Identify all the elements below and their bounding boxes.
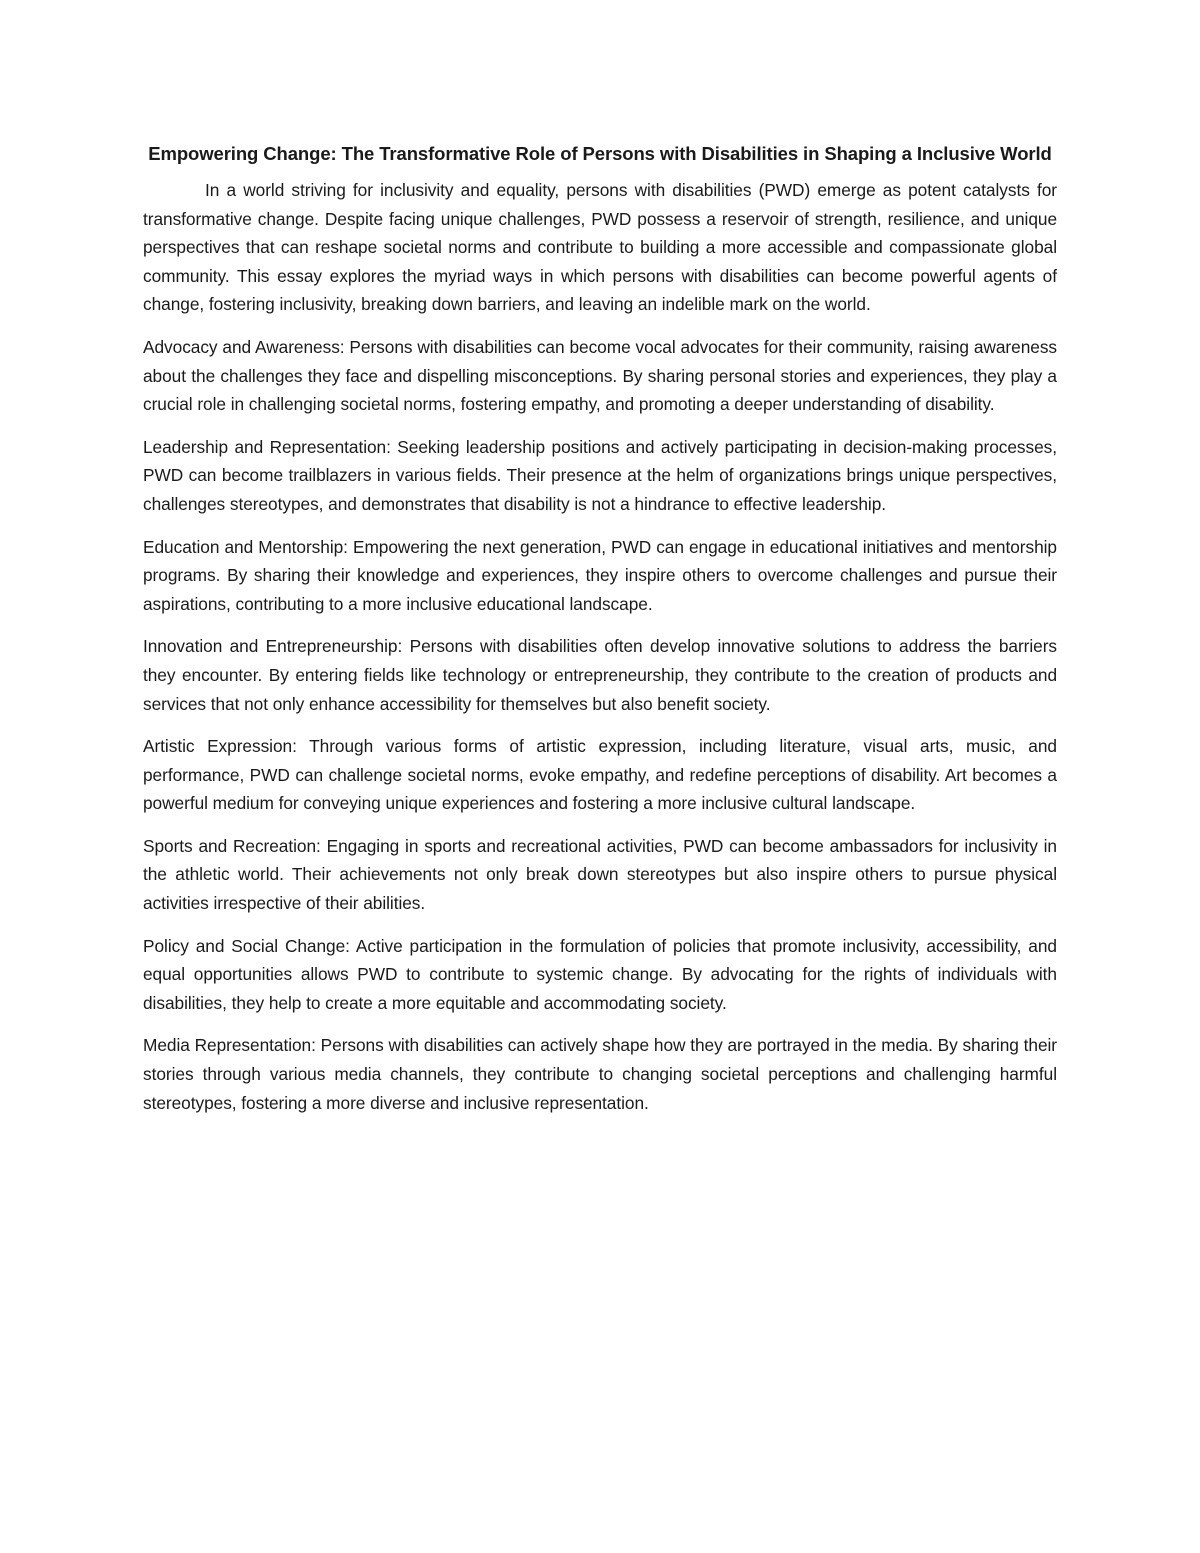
paragraph-sports: Sports and Recreation: Engaging in sports and recreational activities, PWD can become ambassadors for inclusivity in the athletic world. Their achievements not only break down stereotypes but also inspire others to pursue physical activities irrespective of their abilities. xyxy=(143,835,1057,914)
paragraph-advocacy: Advocacy and Awareness: Persons with disabilities can become vocal advocates for their community, raising awareness about the challenges they face and dispelling misconceptions. By sharing personal stories and experiences, they play a crucial role in challenging societal norms, fostering empathy, and promoting a deeper understanding of disability. xyxy=(143,336,1057,415)
intro-paragraph: In a world striving for inclusivity and equality, persons with disabilities (PWD) emerge as potent catalysts for transformative change. Despite facing unique challenges, PWD possess a reservoir of strength, resilience, and unique perspectives that can reshape societal norms and contribute to building a more accessible and compassionate global community. This essay explores the myriad ways in which persons with disabilities can become powerful agents of change, fostering inclusivity, breaking down barriers, and leaving an indelible mark on the world. xyxy=(143,180,1057,315)
document-body xyxy=(143,140,1057,1131)
paragraph-innovation: Innovation and Entrepreneurship: Persons with disabilities often develop innovative solutions to address the barriers they encounter. By entering fields like technology or entrepreneurship, they contribute to the creation of products and services that not only enhance accessibility for themselves but also benefit society. xyxy=(143,636,1057,714)
paragraph-education: Education and Mentorship: Empowering the next generation, PWD can engage in educational initiatives and mentorship programs. By sharing their knowledge and experiences, they inspire others to overcome challenges and pursue their aspirations, contributing to a more inclusive educational landscape. xyxy=(143,536,1057,614)
document-title: Empowering Change: The Transformative Role of Persons with Disabilities in Shaping a Inclusive World xyxy=(148,143,1052,164)
paragraph-artistic: Artistic Expression: Through various forms of artistic expression, including literature, visual arts, music, and performance, PWD can challenge societal norms, evoke empathy, and redefine perceptions of disability. Art becomes a powerful medium for conveying unique experiences and fostering a more inclusive cultural landscape. xyxy=(143,736,1057,814)
paragraph-policy: Policy and Social Change: Active participation in the formulation of policies that promote inclusivity, accessibility, and equal opportunities allows PWD to contribute to systemic change. By advocating for the rights of individuals with disabilities, they help to create a more equitable and accommodating society. xyxy=(143,935,1057,1013)
paragraph-media: Media Representation: Persons with disabilities can actively shape how they are portrayed in the media. By sharing their stories through various media channels, they contribute to changing societal perceptions and challenging harmful stereotypes, fostering a more diverse and inclusive representation. xyxy=(143,1035,1057,1113)
paragraph-leadership: Leadership and Representation: Seeking leadership positions and actively participating in decision-making processes, PWD can become trailblazers in various fields. Their presence at the helm of organizations brings unique perspectives, challenges stereotypes, and demonstrates that disability is not a hindrance to effective leadership. xyxy=(143,436,1057,514)
